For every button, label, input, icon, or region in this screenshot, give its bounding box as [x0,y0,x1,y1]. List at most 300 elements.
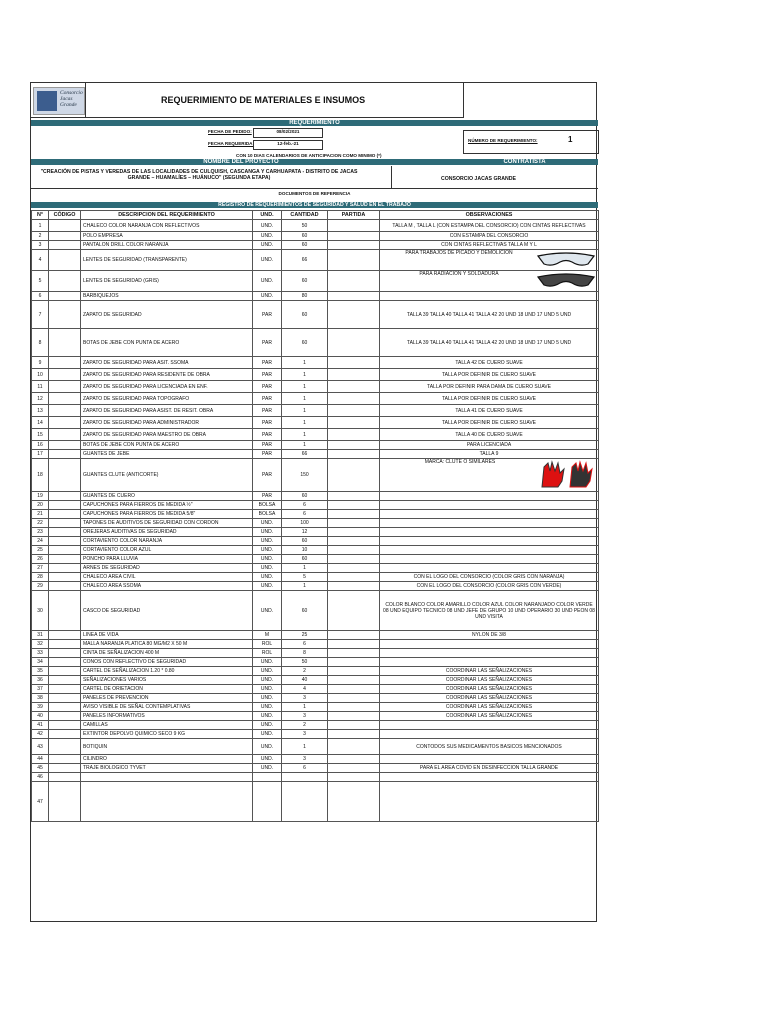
table-row [32,271,599,292]
row-observation: COLOR BLANCO COLOR AMARILLO COLOR AZUL COLOR NARANJADO COLOR VERDE 08 UND EQUIPO TECNICO 08 UND JEFE DE GRUPO 10 UND OPERARIO 30 UND PEON 08 UND VISITA [380,591,599,631]
table-row [32,764,599,773]
row-quantity: 6 [282,510,328,519]
table-row [32,357,599,369]
table-row [32,241,599,250]
row-quantity: 2 [282,667,328,676]
row-codigo [49,492,81,501]
row-observation: PARA RADIACION Y SOLDADURA [380,271,599,292]
logo-text-1: Consorcio [60,90,83,96]
row-description [81,782,253,822]
row-codigo [49,755,81,764]
table-row [32,417,599,429]
row-description: ZAPATO DE SEGURIDAD PARA TOPOGRAFO [81,393,253,405]
row-observation [380,564,599,573]
row-number: 38 [32,694,49,703]
row-description: TAPONES DE AUDITIVOS DE SEGURIDAD CON CORDON [81,519,253,528]
row-unit: UND. [253,721,282,730]
row-description: BARBIQUEJOS [81,292,253,301]
row-quantity: 1 [282,441,328,450]
row-observation [380,730,599,739]
contratista-header: CONTRATISTA [451,159,598,165]
row-description: MALLA NARANJA PLATICA 80 MG/M2 X 50 M [81,640,253,649]
table-row [32,292,599,301]
row-partida [328,519,380,528]
row-partida [328,357,380,369]
row-observation [380,555,599,564]
row-unit: M [253,631,282,640]
row-partida [328,546,380,555]
row-unit: UND. [253,712,282,721]
row-description: BOTAS DE JEBE CON PUNTA DE ACERO [81,329,253,357]
row-codigo [49,450,81,459]
row-observation [380,782,599,822]
row-description: PANELES DE PREVENCION [81,694,253,703]
row-codigo [49,405,81,417]
row-unit: UND. [253,730,282,739]
table-row [32,555,599,564]
row-unit: UND. [253,537,282,546]
row-number: 6 [32,292,49,301]
table-row [32,658,599,667]
fecha-requerida-label: FECHA REQUERIDA: [208,141,255,146]
row-quantity: 3 [282,712,328,721]
row-quantity: 3 [282,694,328,703]
row-observation: TALLA POR DEFINIR DE CUERO SUAVE [380,369,599,381]
row-partida [328,510,380,519]
row-partida [328,739,380,755]
row-partida [328,537,380,546]
row-codigo [49,658,81,667]
row-number: 18 [32,459,49,492]
row-description: GUANTES DE JEBE [81,450,253,459]
table-row [32,459,599,492]
row-description: CORTAVIENTO COLOR AZUL [81,546,253,555]
table-row [32,721,599,730]
section-requerimiento: REQUERIMIENTO [31,120,598,126]
row-codigo [49,369,81,381]
row-quantity: 66 [282,250,328,271]
row-quantity: 60 [282,555,328,564]
row-unit: UND. [253,755,282,764]
project-name: "CREACIÓN DE PISTAS Y VEREDAS DE LAS LOCALIDADES DE CULQUISH, CASCANGA Y CARHUAPATA - DISTRITO DE JACAS GRANDE – HUAMALÍES – HUÁNUCO" (SEGUNDA ETAPA) [40,169,358,181]
row-partida [328,393,380,405]
safety-glasses-icon [536,250,596,270]
logo-text-2: Jacas [60,96,73,102]
row-description: LENTES DE SEGURIDAD (TRANSPARENTE) [81,250,253,271]
row-partida [328,694,380,703]
row-number: 44 [32,755,49,764]
row-codigo [49,730,81,739]
row-observation: TALLA POR DEFINIR PARA DAMA DE CUERO SUAVE [380,381,599,393]
row-observation: CONTODOS SUS MEDICAMENTOS BASICOS MENCIONADOS [380,739,599,755]
row-observation: TALLA POR DEFINIR DE CUERO SUAVE [380,393,599,405]
row-number: 1 [32,220,49,232]
row-unit: UND. [253,220,282,232]
row-description: CAMILLAS [81,721,253,730]
row-unit: PAR [253,369,282,381]
row-number: 11 [32,381,49,393]
row-number: 26 [32,555,49,564]
row-observation: TALLA 40 DE CUERO SUAVE [380,429,599,441]
row-observation: COORDINAR LAS SEÑALIZACIONES [380,667,599,676]
row-description: ZAPATO DE SEGURIDAD PARA MAESTRO DE OBRA [81,429,253,441]
numero-value: 1 [568,135,573,144]
safety-glasses-icon [536,271,596,291]
row-number: 45 [32,764,49,773]
row-description: BOTIQUIN [81,739,253,755]
col-n: N° [32,211,49,220]
row-number: 30 [32,591,49,631]
row-partida [328,649,380,658]
row-partida [328,405,380,417]
row-partida [328,573,380,582]
row-quantity: 1 [282,393,328,405]
table-row [32,546,599,555]
row-observation [380,640,599,649]
row-quantity [282,782,328,822]
row-description: CHALECO AREA SSOMA [81,582,253,591]
row-observation: COORDINAR LAS SEÑALIZACIONES [380,703,599,712]
row-quantity: 6 [282,501,328,510]
col-partida: PARTIDA [328,211,380,220]
row-quantity: 40 [282,676,328,685]
table-row [32,492,599,501]
row-observation: COORDINAR LAS SEÑALIZACIONES [380,676,599,685]
documentos-referencia: DOCUMENTOS DE REFERENCIA [278,191,351,196]
row-unit: UND. [253,739,282,755]
table-row [32,564,599,573]
col-und: UND. [253,211,282,220]
row-unit: UND. [253,555,282,564]
row-quantity: 10 [282,546,328,555]
row-codigo [49,640,81,649]
row-unit: PAR [253,405,282,417]
row-number: 20 [32,501,49,510]
row-observation: COORDINAR LAS SEÑALIZACIONES [380,712,599,721]
row-unit: UND. [253,241,282,250]
row-quantity [282,773,328,782]
row-partida [328,232,380,241]
row-description: CARTEL DE ORIETACION [81,685,253,694]
row-observation: TALLA M , TALLA L (CON ESTAMPA DEL CONSORCIO) CON CINTAS REFLECTIVAS [380,220,599,232]
row-unit: PAR [253,329,282,357]
table-row [32,649,599,658]
row-description: PANELES INFORMATIVOS [81,712,253,721]
row-observation: MARCA: CLUTE O SIMILARES [380,459,599,492]
row-codigo [49,393,81,405]
row-description: ZAPATO DE SEGURIDAD PARA RESIDENTE DE OBRA [81,369,253,381]
row-unit: PAR [253,357,282,369]
row-quantity: 1 [282,582,328,591]
row-quantity: 4 [282,685,328,694]
row-partida [328,292,380,301]
row-number: 3 [32,241,49,250]
row-observation [380,510,599,519]
row-description: OREJERAS AUDITIVAS DE SEGURIDAD [81,528,253,537]
row-number: 39 [32,703,49,712]
row-partida [328,712,380,721]
row-codigo [49,591,81,631]
row-partida [328,676,380,685]
row-description: CAPUCHONES PARA FIERROS DE MEDIDA 5/8" [81,510,253,519]
row-unit: UND. [253,528,282,537]
requirement-sheet [30,82,597,922]
table-row [32,755,599,764]
row-quantity: 50 [282,220,328,232]
row-number: 24 [32,537,49,546]
row-partida [328,417,380,429]
row-quantity: 50 [282,658,328,667]
table-row [32,220,599,232]
row-observation [380,519,599,528]
row-unit: UND. [253,658,282,667]
table-row [32,703,599,712]
table-row [32,694,599,703]
row-unit: PAR [253,441,282,450]
row-description: TRAJE BIOLOGICO TYVET [81,764,253,773]
table-row [32,631,599,640]
row-number: 4 [32,250,49,271]
row-codigo [49,241,81,250]
row-codigo [49,649,81,658]
row-description: ZAPATO DE SEGURIDAD [81,301,253,329]
row-number: 47 [32,782,49,822]
row-partida [328,459,380,492]
row-quantity: 8 [282,649,328,658]
row-observation [380,492,599,501]
row-partida [328,250,380,271]
row-quantity: 60 [282,329,328,357]
row-codigo [49,764,81,773]
row-codigo [49,694,81,703]
row-codigo [49,528,81,537]
row-number: 10 [32,369,49,381]
row-quantity: 1 [282,739,328,755]
row-quantity: 5 [282,573,328,582]
row-description: ARNES DE SEGURIDAD [81,564,253,573]
row-codigo [49,329,81,357]
row-quantity: 150 [282,459,328,492]
row-description: GUANTES DE CUERO [81,492,253,501]
row-description: ZAPATO DE SEGURIDAD PARA LICENCIADA EN ENF. [81,381,253,393]
row-number: 31 [32,631,49,640]
row-unit: PAR [253,459,282,492]
row-quantity: 1 [282,405,328,417]
row-partida [328,492,380,501]
row-number: 12 [32,393,49,405]
table-row [32,232,599,241]
registro-header: REGISTRO DE REQUERIMIENTOS DE SEGURIDAD Y SALUD EN EL TRABAJO [31,202,598,208]
row-number: 43 [32,739,49,755]
row-codigo [49,357,81,369]
row-observation [380,292,599,301]
row-description: EXTINTOR DEPOLVO QUIMICO SECO 9 KG [81,730,253,739]
row-observation [380,658,599,667]
table-row [32,582,599,591]
row-quantity: 60 [282,591,328,631]
row-observation: CON CINTAS REFLECTIVAS TALLA M Y L [380,241,599,250]
table-row [32,393,599,405]
row-number: 27 [32,564,49,573]
row-number: 13 [32,405,49,417]
row-observation [380,721,599,730]
row-unit [253,782,282,822]
logo-text-3: Grande [60,102,77,108]
fecha-pedido-label: FECHA DE PEDIDO: [208,129,252,134]
table-row [32,429,599,441]
table-row [32,730,599,739]
row-description: CAPUCHONES PARA FIERROS DE MEDIDA ½" [81,501,253,510]
row-description [81,773,253,782]
row-partida [328,528,380,537]
row-unit: PAR [253,450,282,459]
row-codigo [49,712,81,721]
row-description: CHALECO COLOR NARANJA CON REFLECTIVOS [81,220,253,232]
row-observation [380,537,599,546]
row-observation: TALLA 9 [380,450,599,459]
row-codigo [49,429,81,441]
row-number: 46 [32,773,49,782]
row-codigo [49,676,81,685]
row-codigo [49,582,81,591]
row-observation: TALLA 42 DE CUERO SUAVE [380,357,599,369]
table-row [32,773,599,782]
row-partida [328,501,380,510]
row-partida [328,730,380,739]
row-description: CONOS CON REFLECTIVO DE SEGURIDAD [81,658,253,667]
row-partida [328,582,380,591]
table-row [32,405,599,417]
row-unit: UND. [253,676,282,685]
row-observation: TALLA 39 TALLA 40 TALLA 41 TALLA 42 20 UND 18 UND 17 UND 5 UND [380,329,599,357]
row-number: 16 [32,441,49,450]
table-row [32,441,599,450]
table-row [32,329,599,357]
row-description: POLO EMPRESA [81,232,253,241]
row-observation [380,649,599,658]
row-observation [380,773,599,782]
row-number: 42 [32,730,49,739]
row-unit: PAR [253,381,282,393]
anticipacion-note: CON 10 DIAS CALENDARIOS DE ANTICIPACION COMO MINIMO (*) [236,153,382,158]
row-unit [253,773,282,782]
row-unit: UND. [253,694,282,703]
requirements-table [31,210,599,822]
proyecto-header: NOMBRE DEL PROYECTO [31,159,451,165]
table-row [32,591,599,631]
row-unit: ROL [253,640,282,649]
row-partida [328,564,380,573]
row-unit: PAR [253,429,282,441]
row-codigo [49,519,81,528]
row-number: 14 [32,417,49,429]
row-observation: NYLON DE 3/8 [380,631,599,640]
row-codigo [49,459,81,492]
row-description: ZAPATO DE SEGURIDAD PARA ASIST. DE RESIT. OBRA [81,405,253,417]
row-number: 28 [32,573,49,582]
row-partida [328,329,380,357]
row-codigo [49,667,81,676]
row-codigo [49,301,81,329]
row-unit: PAR [253,393,282,405]
row-observation [380,546,599,555]
col-cantidad: CANTIDAD [282,211,328,220]
row-unit: UND. [253,703,282,712]
table-row [32,676,599,685]
table-row [32,667,599,676]
table-row [32,537,599,546]
row-partida [328,369,380,381]
numero-label: NÚMERO DE REQUERIMIENTO: [468,138,538,143]
gloves-icon [538,459,596,491]
row-number: 23 [32,528,49,537]
row-codigo [49,501,81,510]
col-observaciones: OBSERVACIONES [380,211,599,220]
row-partida [328,685,380,694]
row-quantity: 1 [282,357,328,369]
row-codigo [49,631,81,640]
row-description: CORTAVIENTO COLOR NARANJA [81,537,253,546]
row-description: SEÑALIZACIONES VARIOS [81,676,253,685]
row-quantity: 60 [282,537,328,546]
row-partida [328,703,380,712]
table-row [32,519,599,528]
row-partida [328,631,380,640]
row-number: 17 [32,450,49,459]
row-unit: PAR [253,492,282,501]
row-unit: UND. [253,292,282,301]
row-codigo [49,271,81,292]
row-observation: CON EL LOGO DEL CONSORCIO (COLOR GRIS CON VERDE) [380,582,599,591]
row-number: 22 [32,519,49,528]
row-partida [328,271,380,292]
row-description: CINTA DE SEÑALIZACION 400 M [81,649,253,658]
row-number: 2 [32,232,49,241]
row-codigo [49,573,81,582]
row-quantity: 1 [282,369,328,381]
row-number: 37 [32,685,49,694]
row-description: PONCHO PARA LLUVIA [81,555,253,564]
table-row [32,685,599,694]
table-row [32,510,599,519]
row-observation: TALLA POR DEFINIR DE CUERO SUAVE [380,417,599,429]
row-codigo [49,417,81,429]
row-observation: PARA EL AREA COVID EN DESINFECCION TALLA GRANDE [380,764,599,773]
row-observation: PARA LICENCIADA [380,441,599,450]
row-partida [328,755,380,764]
row-description: CARTEL DE SEÑALIZACION 1.20 * 0.80 [81,667,253,676]
col-descripcion: DESCRIPCION DEL REQUERIMIENTO [81,211,253,220]
row-quantity: 1 [282,564,328,573]
row-codigo [49,721,81,730]
row-unit: UND. [253,250,282,271]
row-codigo [49,782,81,822]
row-number: 9 [32,357,49,369]
row-quantity: 1 [282,381,328,393]
fecha-requerida-value: 12-feb.-21 [253,140,323,150]
row-quantity: 80 [282,292,328,301]
table-row [32,501,599,510]
row-quantity: 6 [282,764,328,773]
table-row [32,450,599,459]
row-partida [328,220,380,232]
row-quantity: 3 [282,730,328,739]
row-partida [328,381,380,393]
row-description: GUANTES CLUTE (ANTICORTE) [81,459,253,492]
row-unit: UND. [253,232,282,241]
row-codigo [49,564,81,573]
row-codigo [49,739,81,755]
